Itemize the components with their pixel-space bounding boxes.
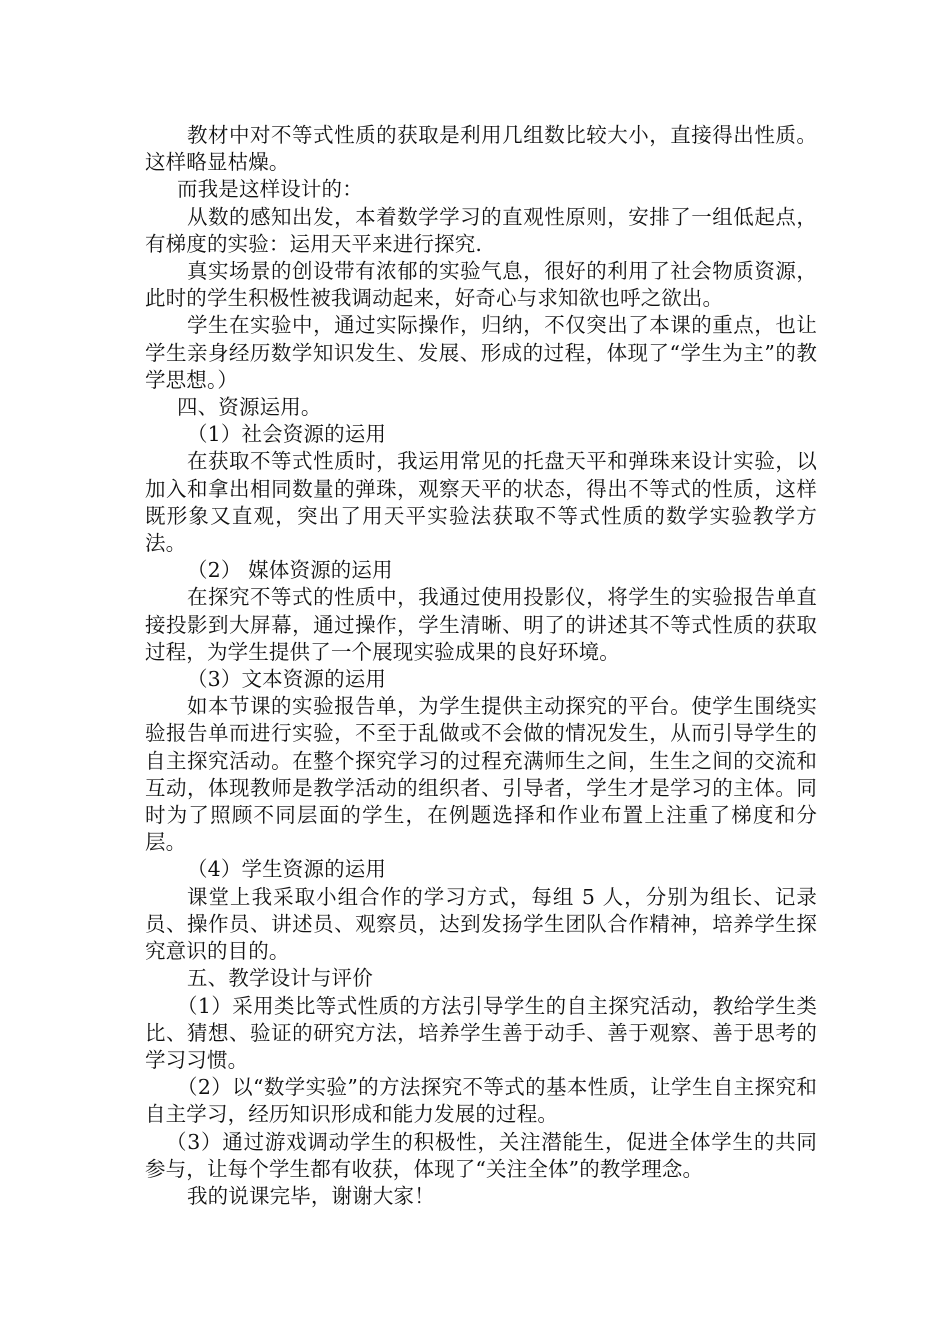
paragraph-student-resources: 课堂上我采取小组合作的学习方式，每组 5 人，分别为组长、记录员、操作员、讲述员、观察员，达到发扬学生团队合作精神，培养学生探究意识的目的。 (145, 884, 817, 964)
subheading-text-resources: （3）文本资源的运用 (187, 667, 387, 692)
paragraph-evaluation-2: （2）以“数学实验”的方法探究不等式的基本性质，让学生自主探究和自主学习，经历知识形成和能力发展的过程。 (145, 1075, 817, 1127)
paragraph-social-resources: 在获取不等式性质时，我运用常见的托盘天平和弹珠来设计实验，以加入和拿出相同数量的弹珠，观察天平的状态，得出不等式的性质，这样既形象又直观，突出了用天平实验法获取不等式性质的数学实验教学方法。 (145, 449, 817, 556)
paragraph-design-intro: 而我是这样设计的： (177, 177, 363, 202)
subheading-media-resources: （2） 媒体资源的运用 (187, 558, 393, 583)
subheading-student-resources: （4）学生资源的运用 (187, 857, 387, 882)
paragraph-perception-principle: 从数的感知出发，本着数学学习的直观性原则，安排了一组低起点，有梯度的实验：运用天平来进行探究. (145, 204, 817, 256)
paragraph-textbook-critique: 教材中对不等式性质的获取是利用几组数比较大小，直接得出性质。这样略显枯燥。 (145, 123, 817, 175)
subheading-social-resources: （1）社会资源的运用 (187, 422, 387, 447)
paragraph-text-resources: 如本节课的实验报告单，为学生提供主动探究的平台。使学生围绕实验报告单而进行实验，不至于乱做或不会做的情况发生，从而引导学生的自主探究活动。在整个探究学习的过程充满师生之间，生生之间的交流和互动，体现教师是教学活动的组织者、引导者，学生才是学习的主体。同时为了照顾不同层面的学生，在例题选择和作业布置上注重了梯度和分层。 (145, 694, 817, 855)
section-heading-resources: 四、资源运用。 (177, 395, 322, 420)
paragraph-media-resources: 在探究不等式的性质中，我通过使用投影仪，将学生的实验报告单直接投影到大屏幕，通过操作，学生清晰、明了的讲述其不等式性质的获取过程，为学生提供了一个展现实验成果的良好环境。 (145, 585, 817, 664)
paragraph-evaluation-1: （1）采用类比等式性质的方法引导学生的自主探究活动，教给学生类比、猜想、验证的研究方法，培养学生善于动手、善于观察、善于思考的学习习惯。 (145, 993, 817, 1072)
section-heading-design-evaluation: 五、教学设计与评价 (187, 966, 373, 991)
paragraph-student-experiment: 学生在实验中，通过实际操作，归纳，不仅突出了本课的重点，也让学生亲身经历数学知识发生、发展、形成的过程，体现了“学生为主”的教学思想。） (145, 313, 817, 392)
paragraph-evaluation-3: （3）通过游戏调动学生的积极性，关注潜能生，促进全体学生的共同参与，让每个学生都有收获，体现了“关注全体”的教学理念。 (145, 1129, 817, 1181)
document-body (145, 122, 817, 1210)
paragraph-real-scene: 真实场景的创设带有浓郁的实验气息，很好的利用了社会物质资源，此时的学生积极性被我调动起来，好奇心与求知欲也呼之欲出。 (145, 259, 817, 311)
paragraph-closing: 我的说课完毕，谢谢大家！ (187, 1183, 435, 1208)
